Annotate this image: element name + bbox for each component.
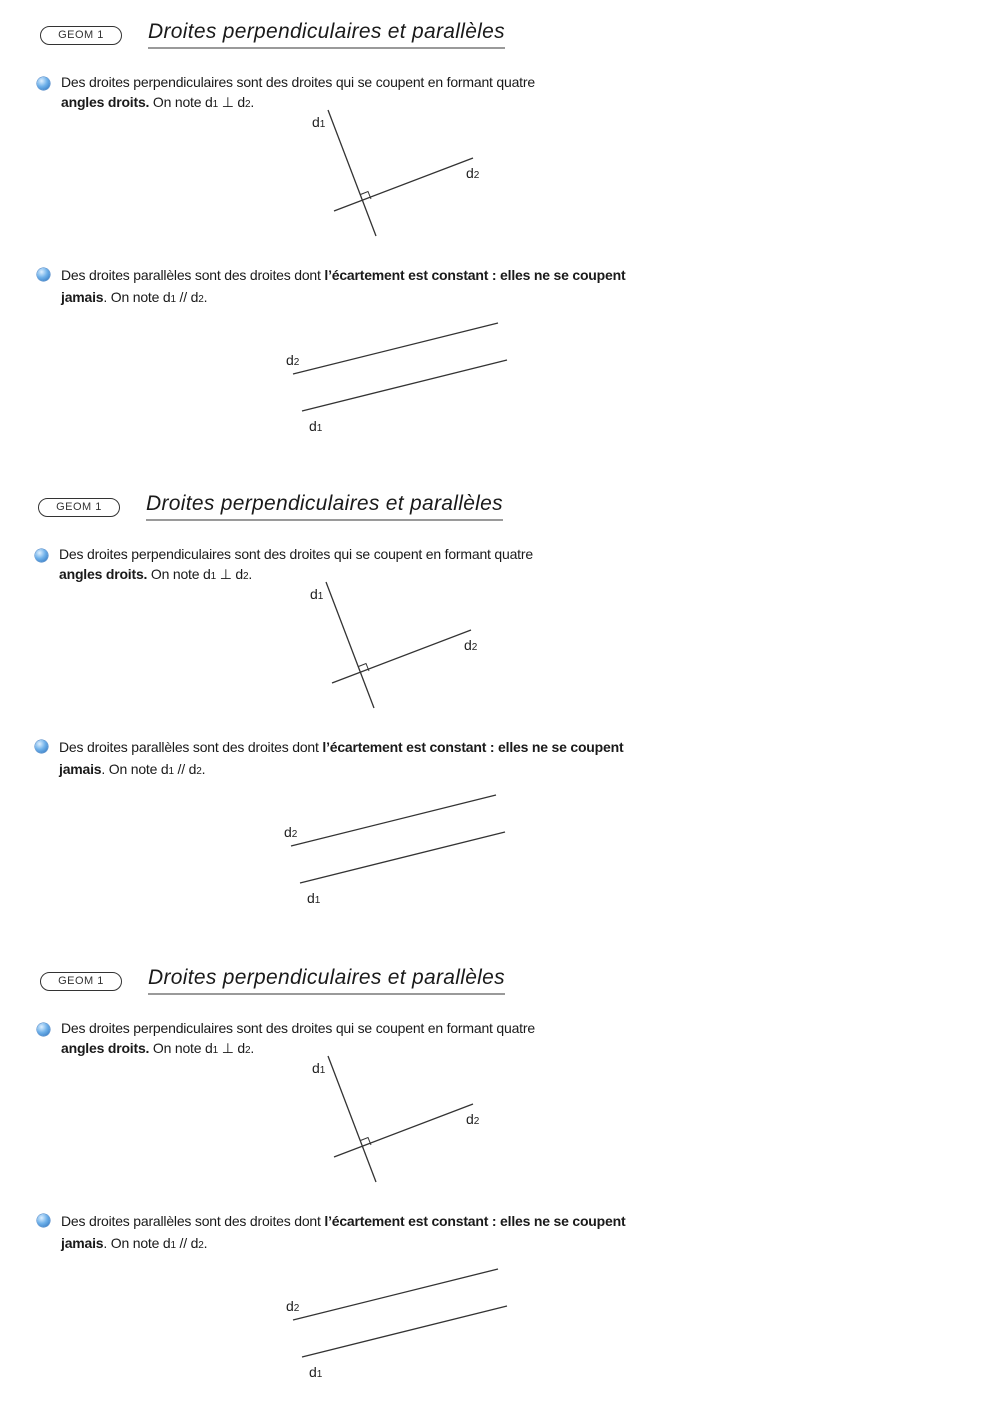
label-d2: d2 [466, 1111, 480, 1127]
label-d2: d2 [286, 352, 300, 368]
parallel-figure [0, 946, 1000, 1416]
parallel-figure [0, 0, 1000, 470]
line-d1 [302, 360, 507, 411]
lesson-title: Droites perpendiculaires et parallèles [146, 492, 503, 521]
lesson-title: Droites perpendiculaires et parallèles [148, 966, 505, 995]
parallel-definition: Des droites parallèles sont des droites dont l’écartement est constant : elles ne se coupent jamais. On note d1 // d2. [61, 267, 626, 305]
geom-badge: GEOM 1 [40, 972, 122, 991]
label-d1: d1 [310, 586, 324, 602]
line-d2 [293, 323, 498, 374]
perpendicular-definition: Des droites perpendiculaires sont des droites qui se coupent en formant quatre angles droits. On note d1 ⊥ d2. [59, 546, 533, 582]
lesson-section-1 [0, 0, 1000, 470]
parallel-definition: Des droites parallèles sont des droites dont l’écartement est constant : elles ne se coupent jamais. On note d1 // d2. [59, 739, 624, 777]
lesson-section-2 [0, 472, 998, 942]
label-d2: d2 [466, 165, 480, 181]
perpendicular-definition: Des droites perpendiculaires sont des droites qui se coupent en formant quatre angles droits. On note d1 ⊥ d2. [61, 74, 535, 110]
perpendicular-definition: Des droites perpendiculaires sont des droites qui se coupent en formant quatre angles droits. On note d1 ⊥ d2. [61, 1020, 535, 1056]
lesson-title: Droites perpendiculaires et parallèles [148, 20, 505, 49]
lesson-section-3 [0, 946, 1000, 1416]
label-d2: d2 [464, 637, 478, 653]
line-d1 [302, 1306, 507, 1357]
geom-badge: GEOM 1 [38, 498, 120, 517]
geom-badge: GEOM 1 [40, 26, 122, 45]
line-d2 [293, 1269, 498, 1320]
label-d2: d2 [284, 824, 298, 840]
label-d1: d1 [309, 418, 323, 434]
label-d1: d1 [307, 890, 321, 906]
label-d1: d1 [312, 114, 326, 130]
parallel-figure [0, 472, 998, 942]
parallel-definition: Des droites parallèles sont des droites dont l’écartement est constant : elles ne se coupent jamais. On note d1 // d2. [61, 1213, 626, 1251]
label-d2: d2 [286, 1298, 300, 1314]
line-d2 [291, 795, 496, 846]
label-d1: d1 [312, 1060, 326, 1076]
line-d1 [300, 832, 505, 883]
label-d1: d1 [309, 1364, 323, 1380]
